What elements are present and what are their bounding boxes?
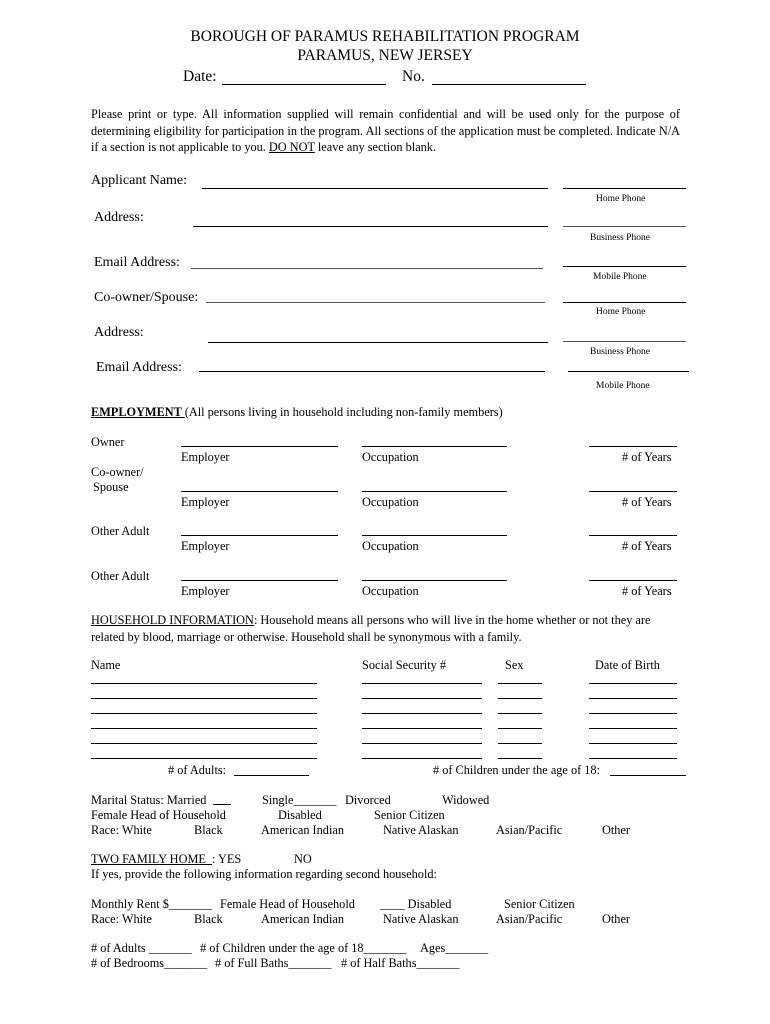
tf-disabled-option[interactable]: ____ Disabled: [380, 897, 452, 911]
household-row-6-name-field[interactable]: [91, 758, 317, 759]
household-row-5-ssn-field[interactable]: [362, 743, 482, 744]
coowner-mobile-phone-field[interactable]: [568, 371, 689, 372]
race-white-option[interactable]: Race: White: [91, 823, 152, 837]
disabled-option[interactable]: Disabled: [278, 808, 322, 822]
number-field[interactable]: [432, 84, 586, 85]
household-row-3-ssn-field[interactable]: [362, 713, 482, 714]
col-sex-header: Sex: [505, 658, 524, 672]
adults-label: # of Adults:: [168, 763, 227, 777]
tf-race-asian-option[interactable]: Asian/Pacific: [496, 912, 563, 926]
owner-occupation-field[interactable]: [362, 446, 507, 447]
applicant-name-label: Applicant Name:: [91, 173, 188, 188]
coowner-employer-field[interactable]: [181, 491, 338, 492]
household-row-2-sex-field[interactable]: [498, 698, 542, 699]
employer-label: Employer: [181, 495, 230, 509]
employment-heading-row: [91, 405, 503, 420]
children-field[interactable]: [610, 775, 686, 776]
employer-label: Employer: [181, 584, 230, 598]
col-dob-header: Date of Birth: [595, 658, 660, 672]
form-subtitle: PARAMUS, NEW JERSEY: [297, 47, 473, 64]
tf-children-field[interactable]: # of Children under the age of 18_______: [200, 941, 407, 955]
household-row-2-name-field[interactable]: [91, 698, 317, 699]
home-phone-label: Home Phone: [596, 194, 646, 204]
other-adult-1-years-field[interactable]: [589, 535, 677, 536]
do-not-emphasis: DO NOT: [268, 140, 315, 154]
address-label: Address:: [94, 210, 144, 225]
occupation-label: Occupation: [362, 539, 419, 553]
coowner-business-phone-label: Business Phone: [590, 347, 650, 357]
household-row-4-name-field[interactable]: [91, 728, 317, 729]
tf-senior-option[interactable]: Senior Citizen: [504, 897, 575, 911]
tf-race-other-option[interactable]: Other: [602, 912, 630, 926]
date-label: Date:: [183, 68, 217, 85]
senior-option[interactable]: Senior Citizen: [374, 808, 445, 822]
household-row-6-dob-field[interactable]: [589, 758, 677, 759]
two-family-yes[interactable]: : YES: [212, 852, 242, 866]
divorced-option[interactable]: Divorced: [345, 793, 391, 807]
applicant-name-field[interactable]: [202, 188, 548, 189]
widowed-option[interactable]: Widowed: [442, 793, 490, 807]
number-label: No.: [402, 68, 425, 85]
household-row-4-dob-field[interactable]: [589, 728, 677, 729]
two-family-no[interactable]: NO: [294, 852, 312, 866]
tf-race-black-option[interactable]: Black: [194, 912, 223, 926]
date-field[interactable]: [222, 84, 386, 85]
other-adult-1-occupation-field[interactable]: [362, 535, 507, 536]
single-option[interactable]: Single_______: [262, 793, 337, 807]
two-family-heading: TWO FAMILY HOME: [91, 852, 206, 866]
household-row-3-name-field[interactable]: [91, 713, 317, 714]
coowner-address-label: Address:: [94, 325, 144, 340]
race-native-alaskan-option[interactable]: Native Alaskan: [383, 823, 459, 837]
household-row-1-dob-field[interactable]: [589, 683, 677, 684]
business-phone-field[interactable]: [563, 226, 686, 227]
household-row-1-name-field[interactable]: [91, 683, 317, 684]
coowner-home-phone-field[interactable]: [563, 302, 686, 303]
owner-employer-field[interactable]: [181, 446, 338, 447]
coowner-address-field[interactable]: [208, 342, 548, 343]
coowner-field[interactable]: [206, 302, 545, 303]
employment-note: (All persons living in household including non-family members): [184, 405, 503, 419]
email-field[interactable]: [191, 268, 543, 269]
col-name-header: Name: [91, 658, 121, 672]
years-label: # of Years: [622, 539, 672, 553]
household-row-5-sex-field[interactable]: [498, 743, 542, 744]
other-adult-2-employer-field[interactable]: [181, 580, 338, 581]
tf-full-baths-field[interactable]: # of Full Baths_______: [215, 956, 332, 970]
mobile-phone-field[interactable]: [563, 266, 686, 267]
coowner-mobile-phone-label: Mobile Phone: [596, 381, 650, 391]
race-black-option[interactable]: Black: [194, 823, 223, 837]
form-title: BOROUGH OF PARAMUS REHABILITATION PROGRAM: [190, 28, 580, 45]
tf-female-head-option[interactable]: Female Head of Household: [220, 897, 355, 911]
household-row-5-dob-field[interactable]: [589, 743, 677, 744]
owner-label: Owner: [91, 435, 125, 449]
owner-years-field[interactable]: [589, 446, 677, 447]
tf-half-baths-field[interactable]: # of Half Baths_______: [341, 956, 460, 970]
employer-label: Employer: [181, 450, 230, 464]
monthly-rent-field[interactable]: Monthly Rent $_______: [91, 897, 212, 911]
household-row-3-sex-field[interactable]: [498, 713, 542, 714]
business-phone-label: Business Phone: [590, 233, 650, 243]
race-american-indian-option[interactable]: American Indian: [261, 823, 344, 837]
household-row-1-ssn-field[interactable]: [362, 683, 482, 684]
email-label: Email Address:: [94, 255, 180, 270]
other-adult-1-label: Other Adult: [91, 524, 150, 538]
household-paragraph: HOUSEHOLD INFORMATION: Household means all persons who will live in the home whether or not they are related by blood, marriage or otherwise. Household shall be synonymous with a family.: [91, 613, 651, 644]
years-label: # of Years: [622, 584, 672, 598]
other-adult-2-years-field[interactable]: [589, 580, 677, 581]
other-adult-1-employer-field[interactable]: [181, 535, 338, 536]
years-label: # of Years: [622, 495, 672, 509]
occupation-label: Occupation: [362, 450, 419, 464]
coowner-occupation-field[interactable]: [362, 491, 507, 492]
household-row-2-dob-field[interactable]: [589, 698, 677, 699]
occupation-label: Occupation: [362, 584, 419, 598]
children-label: # of Children under the age of 18:: [433, 763, 600, 777]
intro-paragraph: Please print or type. All information supplied will remain confidential and will be used only for the purpose of determining eligibility for participation in the program. All sections of the application must be completed. Indicate N/A if a section is not applicable to you. DO NOT leave any section blank.: [91, 107, 680, 154]
tf-race-american-indian-option[interactable]: American Indian: [261, 912, 344, 926]
coowner-home-phone-label: Home Phone: [596, 307, 646, 317]
married-field[interactable]: [213, 804, 231, 805]
tf-ages-field[interactable]: Ages_______: [420, 941, 489, 955]
tf-race-white-option[interactable]: Race: White: [91, 912, 152, 926]
years-label: # of Years: [622, 450, 672, 464]
spouse-emp-label: Spouse: [93, 480, 129, 494]
coowner-emp-label: Co-owner/: [91, 465, 144, 479]
race-other-option[interactable]: Other: [602, 823, 630, 837]
household-row-4-sex-field[interactable]: [498, 728, 542, 729]
household-row-6-sex-field[interactable]: [498, 758, 542, 759]
household-row-2-ssn-field[interactable]: [362, 698, 482, 699]
col-ssn-header: Social Security #: [362, 658, 447, 672]
employment-heading: EMPLOYMENT: [91, 405, 185, 419]
household-heading: HOUSEHOLD INFORMATION: [91, 613, 254, 627]
marital-status-label: Marital Status: Married: [91, 793, 207, 807]
coowner-email-label: Email Address:: [96, 360, 182, 375]
other-adult-2-label: Other Adult: [91, 569, 150, 583]
tf-bedrooms-field[interactable]: # of Bedrooms_______: [91, 956, 208, 970]
household-row-4-ssn-field[interactable]: [362, 728, 482, 729]
coowner-label: Co-owner/Spouse:: [94, 290, 199, 305]
mobile-phone-label: Mobile Phone: [593, 272, 647, 282]
household-row-3-dob-field[interactable]: [589, 713, 677, 714]
race-asian-option[interactable]: Asian/Pacific: [496, 823, 563, 837]
two-family-underline: [91, 864, 212, 865]
coowner-years-field[interactable]: [589, 491, 677, 492]
household-row-6-ssn-field[interactable]: [362, 758, 482, 759]
adults-field[interactable]: [234, 775, 309, 776]
female-head-option[interactable]: Female Head of Household: [91, 808, 226, 822]
other-adult-2-occupation-field[interactable]: [362, 580, 507, 581]
coowner-business-phone-field[interactable]: [563, 341, 686, 342]
tf-race-native-alaskan-option[interactable]: Native Alaskan: [383, 912, 459, 926]
address-field[interactable]: [193, 226, 548, 227]
occupation-label: Occupation: [362, 495, 419, 509]
two-family-instructions: If yes, provide the following information regarding second household:: [91, 867, 437, 881]
home-phone-field[interactable]: [563, 188, 686, 189]
household-row-1-sex-field[interactable]: [498, 683, 542, 684]
tf-adults-field[interactable]: # of Adults _______: [91, 941, 192, 955]
employer-label: Employer: [181, 539, 230, 553]
coowner-email-field[interactable]: [199, 371, 545, 372]
household-row-5-name-field[interactable]: [91, 743, 317, 744]
